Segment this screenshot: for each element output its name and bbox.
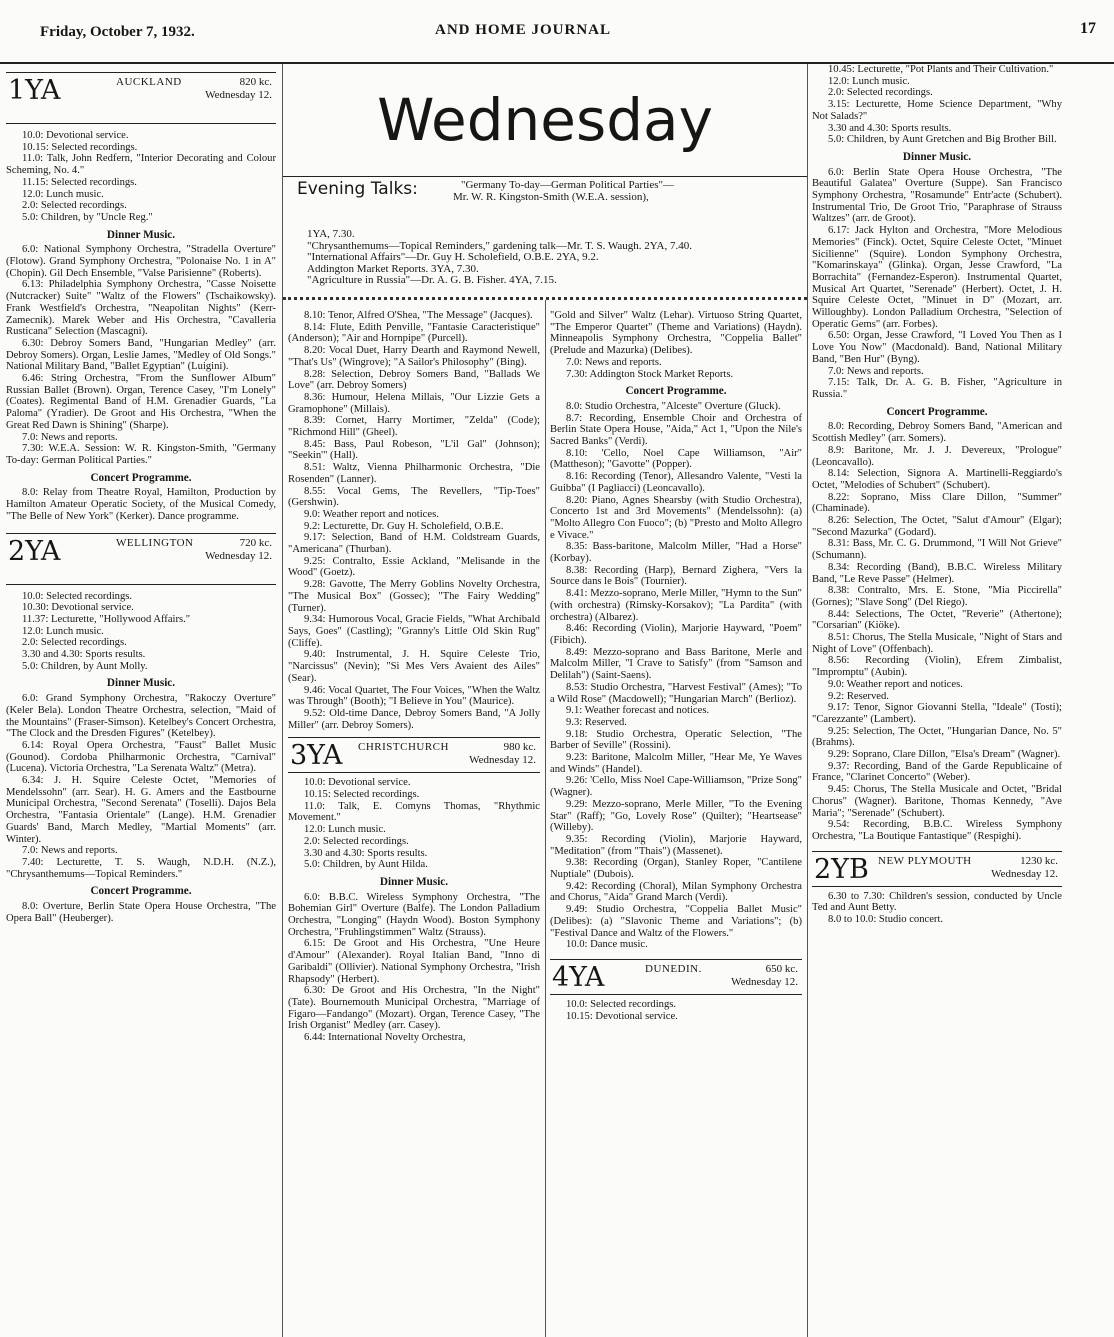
programme-list — [812, 64, 1062, 146]
station-city: NEW PLYMOUTH — [878, 854, 972, 867]
station-city: DUNEDIN. — [645, 962, 702, 975]
programme-entry: 8.36: Humour, Helena Millais, "Our Lizzie Gets a Gramophone" (Millais). — [288, 391, 540, 415]
station-frequency: 720 kc. — [239, 536, 272, 549]
programme-list — [550, 310, 802, 380]
banner-rule — [283, 297, 807, 300]
station-header-3ya — [288, 737, 540, 773]
programme-list — [288, 773, 540, 871]
programme-entry: 9.49: Studio Orchestra, "Coppelia Ballet Music" (Delibes): (a) "Slavonic Theme and Variations"; (b) "Festival Dance and Waltz of the Flowers." — [550, 904, 802, 939]
column-divider — [807, 64, 808, 1337]
section-heading: Concert Programme. — [90, 471, 192, 484]
station-day: Wednesday 12. — [991, 867, 1058, 880]
station-header-2ya — [6, 533, 276, 585]
section-heading: Dinner Music. — [379, 875, 449, 888]
programme-entry: 9.28: Gavotte, The Merry Goblins Novelty Orchestra, "The Musical Box" (Gossec); "The Fairy Wedding" (Turner). — [288, 579, 540, 614]
column-divider — [545, 300, 546, 1337]
programme-entry: 8.22: Soprano, Miss Clare Dillon, "Summer" (Chaminade). — [812, 491, 1062, 515]
programme-entry: 9.54: Recording, B.B.C. Wireless Symphony Orchestra, "La Boutique Fantastique" (Respighi). — [812, 819, 1062, 842]
issue-date: Friday, October 7, 1932. — [40, 24, 195, 40]
programme-entry: 5.0: Children, by "Uncle Reg." — [22, 211, 153, 223]
programme-entry: 6.30: De Groot and His Orchestra, "In the Night" (Tate). Bournemouth Municipal Orchestra, "Marriage of Figaro—Fandango" (Mozart). Organ, Terence Casey, "The Irish Organist" Medley (arr. Casey). — [288, 985, 540, 1032]
programme-entry: 9.17: Tenor, Signor Giovanni Stella, "Ideale" (Tosti); "Carezzante" (Lambert). — [812, 702, 1062, 725]
programme-entry: 7.0: News and reports. — [828, 365, 924, 377]
programme-entry: 7.0: News and reports. — [22, 431, 118, 443]
programme-entry: 8.10: 'Cello, Noel Cape Williamson, "Air" (Mattheson); "Gavotte" (Popper). — [550, 447, 802, 471]
section-heading: Concert Programme. — [886, 405, 988, 418]
programme-entry: 10.0: Devotional service. — [304, 777, 411, 789]
programme-entry: 7.30: W.E.A. Session: W. R. Kingston-Smith, "Germany To-day: German Political Parties." — [6, 443, 276, 466]
programme-entry: 8.20: Piano, Agnes Shearsby (with Studio Orchestra), Concerto 1st and 3rd Movements" (Mendelssohn): (a) "Molto Allegro Con Fuoco"; (b) "Presto and Molto Allegro e Vivace." — [550, 494, 802, 541]
programme-entry: 9.35: Recording (Violin), Marjorie Hayward, "Meditation" (from "Thais") (Massenet). — [550, 833, 802, 857]
programme-entry: 8.44: Selections, The Octet, "Reverie" (Athertone); "Corsarian" (Kiöke). — [812, 608, 1062, 632]
programme-entry: 3.30 and 4.30: Sports results. — [828, 122, 952, 134]
programme-entry: 3.30 and 4.30: Sports results. — [22, 649, 146, 661]
programme-entry: 8.51: Chorus, The Stella Musicale, "Night of Stars and Night of Love" (Offenbach). — [812, 632, 1062, 655]
programme-entry: 8.46: Recording (Violin), Marjorie Hayward, "Poem" (Fibich). — [550, 623, 802, 646]
programme-entry: 11.37: Lecturette, "Hollywood Affairs." — [22, 613, 191, 625]
talk-line: Mr. W. R. Kingston-Smith (W.E.A. session), — [453, 190, 649, 203]
programme-entry: 11.15: Selected recordings. — [22, 176, 137, 188]
station-city: CHRISTCHURCH — [358, 741, 449, 754]
programme-entry: 6.0: B.B.C. Wireless Symphony Orchestra, "The Bohemian Girl" Overture (Balfe). The London Palladium Orchestra, "Longing" (Haydn Wood). Boston Symphony Orchestra, "Fruhlingstimmen" Waltz (Strauss). — [288, 891, 540, 938]
evening-talks-lead — [453, 179, 674, 203]
programme-entry: 2.0: Selected recordings. — [304, 835, 409, 847]
programme-entry: 8.0: Recording, Debroy Somers Band, "American and Scottish Medley" (arr. Somers). — [812, 421, 1062, 445]
programme-entry: 11.0: Talk, E. Comyns Thomas, "Rhythmic Movement." — [288, 800, 540, 824]
programme-entry: 8.0: Relay from Theatre Royal, Hamilton, Production by Hamilton Amateur Operatic Society, of the Musical Comedy, "The Belle of New York" (Kerker). Dance programme. — [6, 487, 276, 522]
station-day: Wednesday 12. — [205, 89, 272, 101]
programme-entry: 7.40: Lecturette, T. S. Waugh, N.D.H. (N.Z.), "Chrysanthemums—Topical Reminders." — [6, 856, 276, 880]
programme-entry: 8.14: Flute, Edith Penville, "Fantasie Caracteristique" (Anderson); "Air and Hornpipe" (Purcell). — [288, 321, 540, 345]
talk-line: "International Affairs"—Dr. Guy H. Scholefield, O.B.E. 2YA, 9.2. — [307, 251, 599, 264]
programme-entry: 6.13: Philadelphia Symphony Orchestra, "Casse Noisette (Nutcracker) Suite" "Waltz of the Flowers" (Tschaikowsky). Frank Westfield's Orchestra, "Neapolitan Nights" (Kerr-Zamecnik). Marek Weber and His Orchestra, "Cavalleria Rusticana" Selection (Mascagni). — [6, 279, 276, 338]
programme-entry: 5.0: Children, by Aunt Molly. — [22, 660, 148, 672]
programme-entry: 2.0: Selected recordings. — [22, 200, 127, 212]
column-1 — [6, 64, 276, 924]
section-heading: Concert Programme. — [625, 385, 727, 398]
programme-list — [6, 585, 276, 673]
programme-entry: 5.0: Children, by Aunt Hilda. — [304, 859, 428, 871]
programme-entry: 7.30: Addington Stock Market Reports. — [566, 368, 734, 380]
programme-list — [6, 901, 276, 924]
programme-entry: 8.14: Selection, Signora A. Martinelli-Reggiardo's Octet, "Melodies of Schubert" (Schubert). — [812, 468, 1062, 491]
section-heading: Dinner Music. — [106, 677, 176, 690]
programme-entry: 9.45: Chorus, The Stella Musicale and Octet, "Bridal Chorus" (Wagner). Baritone, Thomas Kennedy, "Ave Maria"; "Serenade" (Schubert). — [812, 784, 1062, 819]
programme-entry: 6.0: Grand Symphony Orchestra, "Rakoczy Overture" (Keler Bela). London Theatre Orchestra, selection, "Maid of the Mountains" (Fraser-Simson). Ketelbey's Concert Orchestra, "The Clock and the Dresden Figures" (Ketelbey). — [6, 693, 276, 740]
station-header-2yb — [812, 851, 1062, 887]
programme-entry: 10.30: Devotional service. — [22, 602, 134, 614]
programme-entry: 8.53: Studio Orchestra, "Harvest Festival" (Ames); "To a Wild Rose" (Macdowell); "Hungarian March" (Berlioz). — [550, 681, 802, 705]
programme-entry: 8.38: Recording (Harp), Bernard Zighera, "Vers la Source dans le Bois" (Tournier). — [550, 564, 802, 588]
programme-entry: 9.34: Humorous Vocal, Gracie Fields, "What Archibald Says, Goes" (Castling); "Granny's Little Old Skin Rug" (Cliffe). — [288, 614, 540, 649]
programme-entry: 2.0: Selected recordings. — [22, 637, 127, 649]
journal-title: AND HOME JOURNAL — [435, 22, 611, 38]
programme-entry: 6.14: Royal Opera Orchestra, "Faust" Ballet Music (Gounod). Cordoba Philharmonic Orchestra, "Carnival" (Lucena). Victoria Orchestra, "La Serenata Waltz" (Metra). — [6, 739, 276, 775]
programme-entry: 10.0: Dance music. — [566, 939, 648, 951]
programme-entry: 5.0: Children, by Aunt Gretchen and Big Brother Bill. — [828, 134, 1057, 146]
programme-entry: 12.0: Lunch music. — [304, 824, 386, 836]
programme-entry: 9.23: Baritone, Malcolm Miller, "Hear Me, Ye Waves and Winds" (Handel). — [550, 752, 802, 775]
programme-entry: 9.52: Old-time Dance, Debroy Somers Band, "A Jolly Miller" (arr. Debroy Somers). — [288, 707, 540, 731]
station-header-4ya — [550, 959, 802, 995]
programme-entry: 8.10: Tenor, Alfred O'Shea, "The Message" (Jacques). — [304, 310, 533, 321]
programme-list — [812, 887, 1062, 926]
programme-entry: 8.45: Bass, Paul Robeson, "L'il Gal" (Johnson); "Seekin'" (Hall). — [288, 438, 540, 462]
programme-entry: 9.37: Recording, Band of the Garde Republicaine of France, "Clarinet Concerto" (Weber). — [812, 760, 1062, 784]
programme-entry: 8.38: Contralto, Mrs. E. Stone, "Mia Piccirella" (Gornes); "Slave Song" (Del Riego). — [812, 585, 1062, 608]
programme-entry: 9.2: Lecturette, Dr. Guy H. Scholefield, O.B.E. — [304, 520, 504, 532]
programme-list — [6, 124, 276, 224]
section-heading: Dinner Music. — [902, 150, 972, 163]
programme-entry: 10.15: Selected recordings. — [304, 789, 420, 801]
programme-entry: 9.29: Soprano, Clare Dillon, "Elsa's Dream" (Wagner). — [828, 749, 1061, 761]
programme-entry: 8.0 to 10.0: Studio concert. — [828, 914, 944, 926]
station-city: AUCKLAND — [116, 76, 182, 88]
station-frequency: 820 kc. — [239, 76, 272, 88]
programme-entry: 10.15: Devotional service. — [566, 1010, 678, 1022]
programme-entry: 8.39: Cornet, Harry Mortimer, "Zelda" (Code); "Richmond Hill" (Gheel). — [288, 415, 540, 439]
station-day: Wednesday 12. — [731, 975, 798, 988]
talk-line: Addington Market Reports. 3YA, 7.30. — [307, 262, 479, 275]
programme-entry: 9.40: Instrumental, J. H. Squire Celeste Trio, "Narcissus" (Nevin); "Si Mes Vers Avaient des Ailes" (Sear). — [288, 649, 540, 684]
programme-entry: 8.0: Studio Orchestra, "Alceste" Overture (Gluck). — [566, 400, 781, 412]
programme-entry: 10.15: Selected recordings. — [22, 141, 138, 153]
programme-entry: 9.29: Mezzo-soprano, Merle Miller, "To the Evening Star" (Raff); "Go, Lovely Rose" (Quilter); "Heartsease" (Willeby). — [550, 798, 802, 834]
programme-entry: 8.31: Bass, Mr. C. G. Drummond, "I Will Not Grieve" (Schumann). — [812, 538, 1062, 562]
programme-entry: 6.30 to 7.30: Children's session, conducted by Uncle Ted and Aunt Betty. — [812, 890, 1062, 914]
programme-entry: 12.0: Lunch music. — [828, 75, 910, 87]
station-code: 4YA — [552, 961, 605, 993]
programme-entry: 8.41: Mezzo-soprano, Merle Miller, "Hymn to the Sun" (with orchestra) (Rimsky-Korsakov); "La Pardita" (with orchestra) (Albarez). — [550, 588, 802, 623]
programme-entry: 6.17: Jack Hylton and Orchestra, "More Melodious Memories" (Finck). Octet, Squire Celeste Octet, "Minuet Sicilienne" (Squire). London Symphony Orchestra, "Komarinskaya" (Glinka). Organ, Jesse Crawford, "La Borrachita" (Fernandez-Esperon). Instrumental Quartet, Musical Art Quartet, "Serenade" (Herbert). Octet, J. H. Squire Celeste Octet, "Minuet in D" (Mozart, arr. Willoughby). London Palladium Orchestra, "Selection of Operatic Gems" (arr. Forbes). — [812, 225, 1062, 330]
programme-entry: 6.34: J. H. Squire Celeste Octet, "Memories of Mendelssohn" (arr. Sear). H. G. Amers and the Eastbourne Municipal Orchestra, "Second Serenata" (Toselli). Dajos Bela Orchestra, "Fantasia Orientale" (Lange). H.M. Grenadier Guards' Band, March Medley, "Martial Moments" (arr. Winter). — [6, 775, 276, 845]
programme-entry: 8.35: Bass-baritone, Malcolm Miller, "Had a Horse" (Korbay). — [550, 541, 802, 565]
programme-entry: 12.0: Lunch music. — [22, 188, 104, 200]
station-code: 1YA — [8, 75, 61, 106]
programme-entry: 9.46: Vocal Quartet, The Four Voices, "When the Waltz was Through" (Booth); "I Believe in You" (Maurice). — [288, 684, 540, 708]
talk-line: "Chrysanthemums—Topical Reminders," gardening talk—Mr. T. S. Waugh. 2YA, 7.40. — [307, 239, 692, 252]
talk-line: 1YA, 7.30. — [307, 228, 355, 240]
page-number: 17 — [1080, 20, 1096, 37]
column-2 — [288, 310, 540, 1044]
station-city: WELLINGTON — [116, 536, 194, 549]
programme-entry: 3.30 and 4.30: Sports results. — [304, 847, 428, 859]
programme-entry: 9.1: Weather forecast and notices. — [566, 705, 710, 717]
programme-list — [6, 693, 276, 880]
programme-entry: 7.15: Talk, Dr. A. G. B. Fisher, "Agriculture in Russia." — [812, 377, 1062, 400]
programme-entry: 8.28: Selection, Debroy Somers Band, "Ballads We Love" (arr. Debroy Somers) — [288, 368, 540, 392]
evening-talks-title: Evening Talks: — [297, 179, 418, 199]
evening-talks-list — [307, 229, 787, 287]
programme-entry: 6.46: String Orchestra, "From the Sunflower Album" Russian Ballet (Brown). Organ, Terence Casey, "I'm Lonely" (Coates). Regimental Band of H.M. Grenadier Guards, "La Paloma" (Yradier). De Groot and His Orchestra, "When the Great Red Dawn is Shining" (Sharpe). — [6, 373, 276, 431]
programme-list — [550, 995, 802, 1022]
section-heading: Concert Programme. — [90, 885, 192, 898]
programme-list — [6, 487, 276, 522]
programme-entry: 8.16: Recording (Tenor), Allesandro Valente, "Vesti la Guibba" (I Pagliacci) (Leoncavallo). — [550, 471, 802, 494]
programme-entry: 9.18: Studio Orchestra, Operatic Selection, "The Barber of Seville" (Rossini). — [550, 728, 802, 752]
programme-entry: 9.26: 'Cello, Miss Noel Cape-Williamson, "Prize Song" (Wagner). — [550, 775, 802, 799]
programme-entry: 8.49: Mezzo-soprano and Bass Baritone, Merle and Malcolm Miller, "I Crave to Satisfy" (from "Samson and Delilah") (Saint-Saens). — [550, 646, 802, 682]
programme-entry: 8.34: Recording (Band), B.B.C. Wireless Military Band, "Le Reve Passe" (Helmer). — [812, 561, 1062, 585]
programme-entry: 9.17: Selection, Band of H.M. Coldstream Guards, "Americana" (Thurban). — [288, 532, 540, 556]
programme-entry: 12.0: Lunch music. — [22, 625, 104, 637]
evening-talks-box — [283, 176, 807, 301]
programme-entry: 2.0: Selected recordings. — [828, 87, 933, 99]
programme-entry: 10.45: Lecturette, "Pot Plants and Their Cultivation." — [828, 64, 1054, 75]
talk-line: "Agriculture in Russia"—Dr. A. G. B. Fisher. 4YA, 7.15. — [307, 274, 557, 287]
day-banner: Wednesday — [377, 86, 713, 154]
station-day: Wednesday 12. — [469, 754, 536, 767]
programme-list — [288, 892, 540, 1044]
station-code: 2YB — [814, 853, 869, 885]
programme-entry: 10.0: Selected recordings. — [566, 998, 677, 1010]
programme-entry: 6.44: International Novelty Orchestra, — [304, 1032, 466, 1044]
programme-list — [6, 244, 276, 466]
programme-entry: 6.30: Debroy Somers Band, "Hungarian Medley" (arr. Debroy Somers). Organ, Leslie James, "Medley of Old Songs." National Military Band, "Ballet Egyptian" (Luigini). — [6, 337, 276, 373]
section-heading: Dinner Music. — [106, 228, 176, 241]
programme-entry: 9.3: Reserved. — [566, 716, 627, 728]
column-3 — [550, 310, 802, 1022]
programme-entry: 6.50: Organ, Jesse Crawford, "I Loved You Then as I Love You Now" (Macdonald). Band, National Military Band, "Ben Hur" (Byng). — [812, 330, 1062, 365]
talk-line: "Germany To-day—German Political Parties"— — [461, 179, 674, 191]
station-frequency: 1230 kc. — [1020, 854, 1058, 867]
station-code: 2YA — [8, 535, 61, 567]
programme-entry: 8.7: Recording, Ensemble Choir and Orchestra of Berlin State Opera House, "Aida," Act 1, "Upon the Nile's Sacred Banks" (Verdi). — [550, 412, 802, 448]
programme-entry: 7.0: News and reports. — [22, 845, 118, 857]
programme-entry: 8.55: Vocal Gems, The Revellers, "Tip-Toes" (Gershwin). — [288, 485, 540, 509]
page-header — [0, 0, 1114, 62]
programme-entry: 10.0: Selected recordings. — [22, 590, 133, 602]
programme-entry: 8.26: Selection, The Octet, "Salut d'Amour" (Elgar); "Second Mazurka" (Godard). — [812, 515, 1062, 538]
programme-entry: "Gold and Silver" Waltz (Lehar). Virtuoso String Quartet, "The Emperor Quartet" (Theme and Variations) (Haydn). Minneapolis Symphony Orchestra, "Coppelia Ballet" (Prelude and Mazurka) (Delibes). — [550, 310, 802, 357]
programme-entry: 9.0: Weather report and notices. — [828, 678, 963, 690]
programme-entry: 8.20: Vocal Duet, Harry Dearth and Raymond Newell, "That's Us" (Wingrove); "A Sailor's Philosophy" (Bing). — [288, 345, 540, 368]
programme-list — [812, 421, 1062, 842]
programme-entry: 10.0: Devotional service. — [22, 130, 129, 141]
programme-list — [288, 310, 540, 731]
programme-entry: 7.0: News and reports. — [566, 356, 662, 368]
programme-entry: 9.38: Recording (Organ), Stanley Roper, "Cantilene Nuptiale" (Dubois). — [550, 857, 802, 881]
programme-entry: 9.42: Recording (Choral), Milan Symphony Orchestra and Chorus, "Aida" Grand March (Verdi). — [550, 880, 802, 904]
column-4 — [812, 64, 1062, 926]
station-frequency: 980 kc. — [503, 741, 536, 754]
programme-entry: 8.56: Recording (Violin), Efrem Zimbalist, "Impromptu" (Aubin). — [812, 655, 1062, 679]
programme-entry: 6.0: Berlin State Opera House Orchestra, "The Beautiful Galatea" Overture (Suppe). San Francisco Symphony Orchestra, "Rosamunde" Entr'acte (Schubert). Instrumental Trio, De Groot Trio, "Paraphrase of Strauss Waltzes" (arr. de Groot). — [812, 166, 1062, 225]
programme-entry: 6.0: National Symphony Orchestra, "Stradella Overture" (Flotow). Grand Symphony Orchestra, "Polonaise No. 1 in A" (Chopin). Gil Dech Ensemble, "Valse Parisienne" (Roberts). — [6, 244, 276, 279]
station-frequency: 650 kc. — [765, 962, 798, 975]
programme-entry: 8.0: Overture, Berlin State Opera House Orchestra, "The Opera Ball" (Heuberger). — [6, 901, 276, 924]
programme-list — [812, 167, 1062, 401]
station-code: 3YA — [290, 740, 343, 772]
programme-entry: 11.0: Talk, John Redfern, "Interior Decorating and Colour Scheming, No. 4." — [6, 153, 276, 177]
station-day: Wednesday 12. — [205, 549, 272, 562]
programme-entry: 8.51: Waltz, Vienna Philharmonic Orchestra, "Die Rosenden" (Lanner). — [288, 462, 540, 485]
programme-list — [550, 401, 802, 951]
programme-entry: 6.15: De Groot and His Orchestra, "Une Heure d'Amour" (Alexander). Royal Italian Band, "Inno di Garibaldi" (Ollivier). National Symphony Orchestra, "Irish Rhapsody" (Herbert). — [288, 938, 540, 985]
programme-entry: 9.25: Selection, The Octet, "Hungarian Dance, No. 5" (Brahms). — [812, 725, 1062, 749]
programme-entry: 9.0: Weather report and notices. — [304, 508, 439, 520]
programme-entry: 9.2: Reserved. — [828, 690, 889, 702]
programme-entry: 9.25: Contralto, Essie Ackland, "Melisande in the Wood" (Goetz). — [288, 555, 540, 579]
programme-entry: 8.9: Baritone, Mr. J. J. Devereux, "Prologue" (Leoncavallo). — [812, 444, 1062, 468]
programme-entry: 3.15: Lecturette, Home Science Department, "Why Not Salads?" — [812, 99, 1062, 122]
station-header-1ya — [6, 72, 276, 124]
